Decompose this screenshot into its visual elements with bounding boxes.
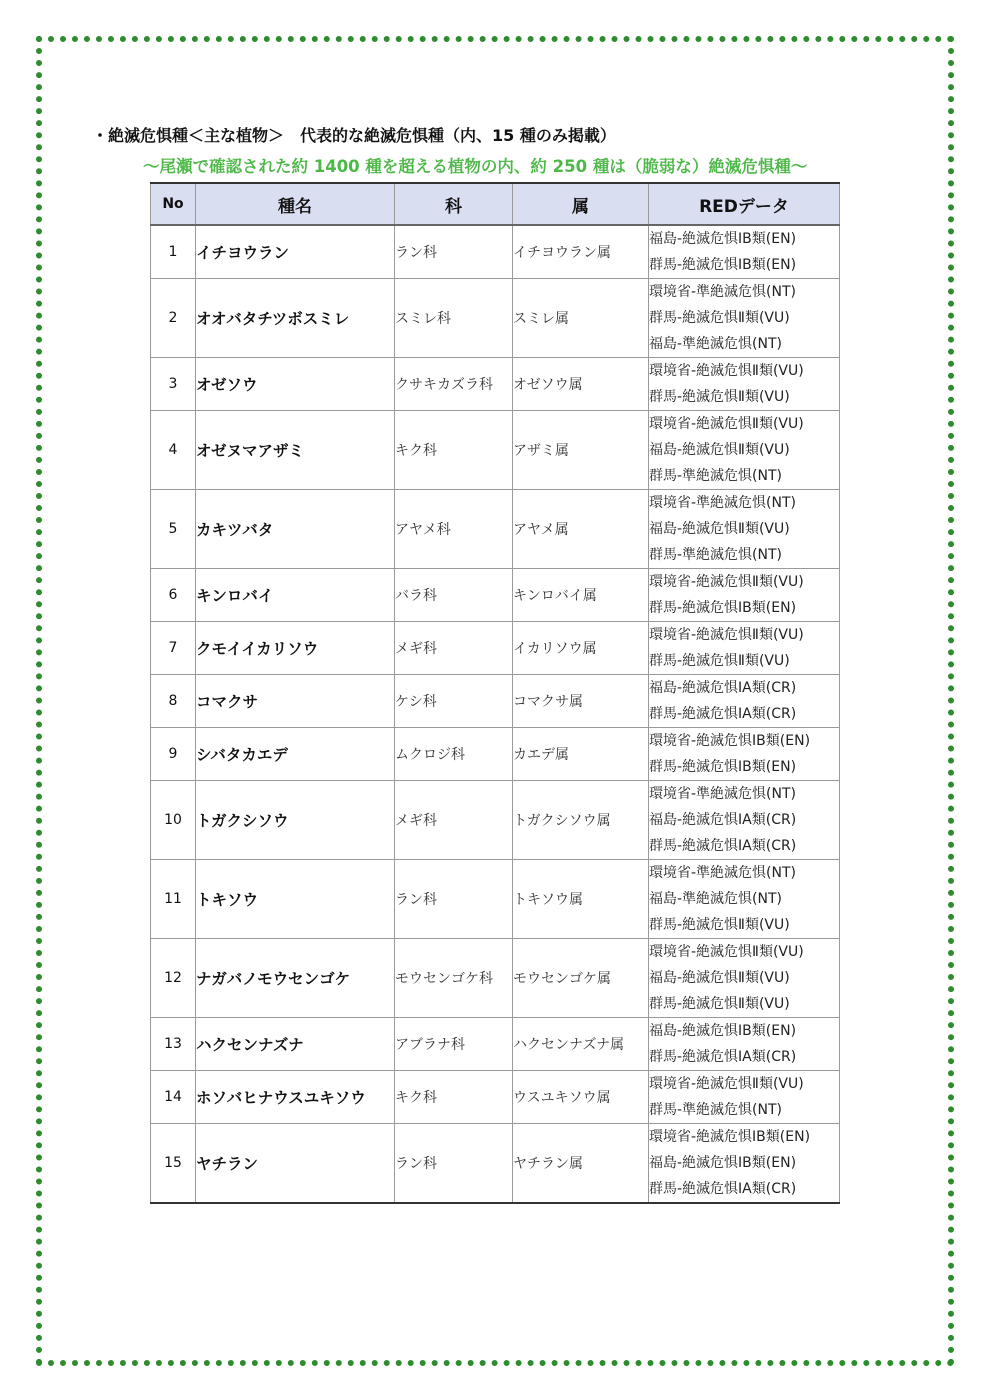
- cell-species-name: トキソウ: [196, 860, 395, 939]
- cell-family: ラン科: [395, 1124, 513, 1204]
- table-row: [151, 279, 840, 358]
- cell-genus: オゼソウ属: [513, 358, 649, 411]
- cell-genus: トキソウ属: [513, 860, 649, 939]
- red-data-entry: 環境省-絶滅危惧Ⅱ類(VU): [649, 1076, 804, 1092]
- cell-species-name: オオバタチツボスミレ: [196, 279, 395, 358]
- red-data-entry: 環境省-絶滅危惧Ⅱ類(VU): [649, 627, 804, 643]
- page-title: ・絶滅危惧種＜主な植物＞ 代表的な絶滅危惧種（内、15 種のみ掲載）: [92, 126, 616, 145]
- cell-family: バラ科: [395, 569, 513, 622]
- red-data-entry: 福島-準絶滅危惧(NT): [649, 336, 782, 352]
- cell-red-data: [649, 279, 840, 358]
- cell-family: モウセンゴケ科: [395, 939, 513, 1018]
- red-data-entry: 群馬-絶滅危惧Ⅱ類(VU): [649, 389, 790, 405]
- header-red: REDデータ: [649, 183, 840, 225]
- cell-species-name: オゼソウ: [196, 358, 395, 411]
- cell-genus: カエデ属: [513, 728, 649, 781]
- cell-family: メギ科: [395, 622, 513, 675]
- cell-genus: スミレ属: [513, 279, 649, 358]
- red-data-entry: 福島-絶滅危惧ⅠA類(CR): [649, 812, 797, 828]
- red-data-entry: 群馬-絶滅危惧Ⅱ類(VU): [649, 653, 790, 669]
- cell-red-data: [649, 1071, 840, 1124]
- red-data-entry: 群馬-準絶滅危惧(NT): [649, 547, 782, 563]
- red-data-entry: 福島-絶滅危惧ⅠB類(EN): [649, 231, 797, 247]
- red-data-entry: 環境省-準絶滅危惧(NT): [649, 786, 796, 802]
- cell-genus: モウセンゴケ属: [513, 939, 649, 1018]
- cell-no: 12: [151, 939, 196, 1018]
- table-row: [151, 569, 840, 622]
- red-data-entry: 福島-準絶滅危惧(NT): [649, 891, 782, 907]
- red-data-entry: 福島-絶滅危惧Ⅱ類(VU): [649, 970, 790, 986]
- cell-genus: アザミ属: [513, 411, 649, 490]
- cell-red-data: [649, 1018, 840, 1071]
- red-data-entry: 群馬-絶滅危惧ⅠB類(EN): [649, 257, 797, 273]
- cell-no: 9: [151, 728, 196, 781]
- cell-species-name: ハクセンナズナ: [196, 1018, 395, 1071]
- cell-family: アヤメ科: [395, 490, 513, 569]
- cell-no: 7: [151, 622, 196, 675]
- red-data-entry: 福島-絶滅危惧Ⅱ類(VU): [649, 521, 790, 537]
- cell-red-data: [649, 622, 840, 675]
- red-data-entry: 群馬-絶滅危惧Ⅱ類(VU): [649, 996, 790, 1012]
- red-data-entry: 群馬-絶滅危惧ⅠB類(EN): [649, 759, 797, 775]
- table-row: [151, 225, 840, 279]
- red-data-entry: 福島-絶滅危惧ⅠB類(EN): [649, 1155, 797, 1171]
- cell-no: 15: [151, 1124, 196, 1204]
- red-data-entry: 群馬-準絶滅危惧(NT): [649, 1102, 782, 1118]
- red-data-entry: 群馬-絶滅危惧Ⅱ類(VU): [649, 310, 790, 326]
- red-data-entry: 群馬-絶滅危惧ⅠA類(CR): [649, 1049, 797, 1065]
- red-data-entry: 環境省-絶滅危惧Ⅱ類(VU): [649, 574, 804, 590]
- table-row: [151, 1071, 840, 1124]
- cell-red-data: [649, 411, 840, 490]
- red-data-entry: 環境省-準絶滅危惧(NT): [649, 865, 796, 881]
- cell-genus: ハクセンナズナ属: [513, 1018, 649, 1071]
- red-data-entry: 群馬-絶滅危惧ⅠA類(CR): [649, 1181, 797, 1197]
- header-no: No: [151, 183, 196, 225]
- red-data-table: [150, 182, 840, 1204]
- cell-no: 10: [151, 781, 196, 860]
- cell-red-data: [649, 225, 840, 279]
- table-row: [151, 860, 840, 939]
- red-data-entry: 福島-絶滅危惧ⅠA類(CR): [649, 680, 797, 696]
- cell-no: 2: [151, 279, 196, 358]
- table-row: [151, 675, 840, 728]
- cell-family: ケシ科: [395, 675, 513, 728]
- cell-family: キク科: [395, 411, 513, 490]
- cell-genus: イチヨウラン属: [513, 225, 649, 279]
- page-subtitle: ～尾瀬で確認された約 1400 種を超える植物の内、約 250 種は（脆弱な）絶滅危惧種～: [143, 157, 808, 176]
- table-row: [151, 358, 840, 411]
- table-row: [151, 1018, 840, 1071]
- cell-no: 13: [151, 1018, 196, 1071]
- cell-genus: イカリソウ属: [513, 622, 649, 675]
- cell-genus: コマクサ属: [513, 675, 649, 728]
- red-data-entry: 福島-絶滅危惧ⅠB類(EN): [649, 1023, 797, 1039]
- red-data-entry: 群馬-絶滅危惧ⅠA類(CR): [649, 838, 797, 854]
- cell-family: ラン科: [395, 225, 513, 279]
- cell-species-name: ナガバノモウセンゴケ: [196, 939, 395, 1018]
- cell-species-name: トガクシソウ: [196, 781, 395, 860]
- red-data-entry: 環境省-準絶滅危惧(NT): [649, 284, 796, 300]
- header-genus: 属: [513, 183, 649, 225]
- table-row: [151, 728, 840, 781]
- cell-genus: トガクシソウ属: [513, 781, 649, 860]
- red-data-entry: 福島-絶滅危惧Ⅱ類(VU): [649, 442, 790, 458]
- header-name: 種名: [196, 183, 395, 225]
- cell-red-data: [649, 728, 840, 781]
- red-data-entry: 環境省-準絶滅危惧(NT): [649, 495, 796, 511]
- cell-red-data: [649, 1124, 840, 1204]
- table-row: [151, 1124, 840, 1204]
- cell-species-name: コマクサ: [196, 675, 395, 728]
- red-data-entry: 環境省-絶滅危惧ⅠB類(EN): [649, 1129, 811, 1145]
- cell-red-data: [649, 939, 840, 1018]
- red-data-entry: 環境省-絶滅危惧Ⅱ類(VU): [649, 416, 804, 432]
- red-data-entry: 群馬-絶滅危惧Ⅱ類(VU): [649, 917, 790, 933]
- cell-family: ラン科: [395, 860, 513, 939]
- cell-family: スミレ科: [395, 279, 513, 358]
- cell-family: メギ科: [395, 781, 513, 860]
- red-data-entry: 環境省-絶滅危惧Ⅱ類(VU): [649, 944, 804, 960]
- table-header-row: [151, 183, 840, 225]
- cell-genus: ウスユキソウ属: [513, 1071, 649, 1124]
- header-family: 科: [395, 183, 513, 225]
- cell-family: ムクロジ科: [395, 728, 513, 781]
- cell-species-name: ホソバヒナウスユキソウ: [196, 1071, 395, 1124]
- table-row: [151, 939, 840, 1018]
- cell-family: アブラナ科: [395, 1018, 513, 1071]
- table-row: [151, 622, 840, 675]
- cell-species-name: オゼヌマアザミ: [196, 411, 395, 490]
- table-row: [151, 781, 840, 860]
- cell-no: 11: [151, 860, 196, 939]
- red-data-entry: 環境省-絶滅危惧Ⅱ類(VU): [649, 363, 804, 379]
- table-row: [151, 490, 840, 569]
- cell-red-data: [649, 490, 840, 569]
- cell-no: 14: [151, 1071, 196, 1124]
- cell-species-name: カキツバタ: [196, 490, 395, 569]
- cell-red-data: [649, 860, 840, 939]
- cell-species-name: キンロバイ: [196, 569, 395, 622]
- red-data-entry: 群馬-絶滅危惧ⅠA類(CR): [649, 706, 797, 722]
- cell-genus: ヤチラン属: [513, 1124, 649, 1204]
- red-data-entry: 群馬-絶滅危惧ⅠB類(EN): [649, 600, 797, 616]
- red-data-entry: 群馬-準絶滅危惧(NT): [649, 468, 782, 484]
- cell-species-name: ヤチラン: [196, 1124, 395, 1204]
- cell-species-name: クモイイカリソウ: [196, 622, 395, 675]
- cell-red-data: [649, 358, 840, 411]
- cell-red-data: [649, 675, 840, 728]
- red-data-entry: 環境省-絶滅危惧ⅠB類(EN): [649, 733, 811, 749]
- cell-family: クサキカズラ科: [395, 358, 513, 411]
- cell-species-name: イチヨウラン: [196, 225, 395, 279]
- cell-family: キク科: [395, 1071, 513, 1124]
- cell-red-data: [649, 781, 840, 860]
- cell-no: 6: [151, 569, 196, 622]
- cell-no: 8: [151, 675, 196, 728]
- cell-no: 5: [151, 490, 196, 569]
- cell-no: 4: [151, 411, 196, 490]
- cell-genus: キンロバイ属: [513, 569, 649, 622]
- table-row: [151, 411, 840, 490]
- cell-no: 1: [151, 225, 196, 279]
- cell-genus: アヤメ属: [513, 490, 649, 569]
- cell-red-data: [649, 569, 840, 622]
- cell-species-name: シバタカエデ: [196, 728, 395, 781]
- cell-no: 3: [151, 358, 196, 411]
